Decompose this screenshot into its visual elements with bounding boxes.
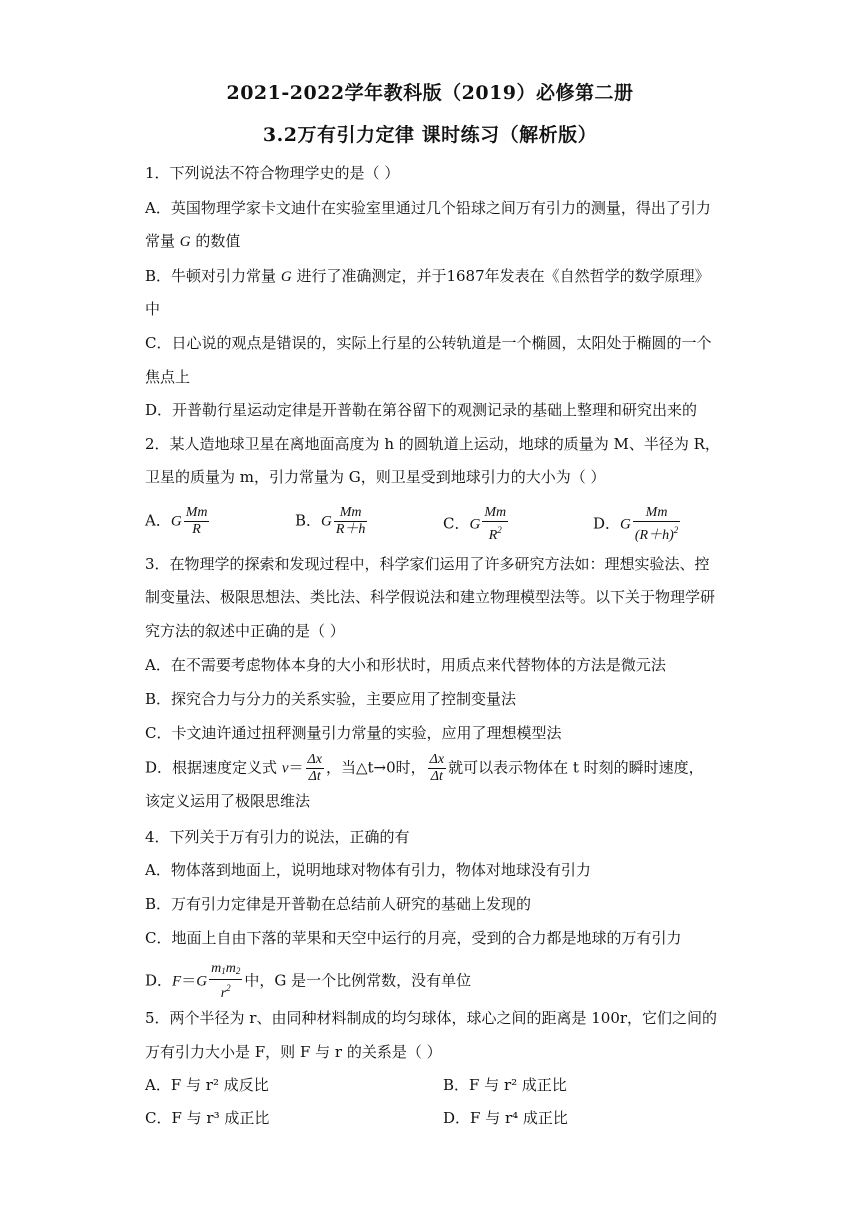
q1-option-b-line1: B．牛顿对引力常量 G 进行了准确测定，并于1687年发表在《自然哲学的数学原理》 [145,267,710,285]
q2-option-a: A．G $\frac{Mm}{R}$ [145,505,208,537]
q2-stem-line1: 2．某人造地球卫星在离地面高度为 h 的圆轨道上运动，地球的质量为 M、半径为 R， [145,435,720,453]
document-title: 2021-2022学年教科版（2019）必修第二册 [226,82,634,104]
q3-option-c: C．卡文迪许通过扭秤测量引力常量的实验，应用了理想模型法 [145,724,562,742]
q5-stem-line2: 万有引力大小是 F，则 F 与 r 的关系是（ ） [145,1043,442,1061]
q3-option-d-line1: D．根据速度定义式 v＝ $\frac{\Delta x}{\Delta t}$ ，当△t→0时， $\frac{\Delta x}{\Delta t}$ 就可以表示物体在 t 时刻的瞬时速度， [145,752,704,784]
q1-stem: 1．下列说法不符合物理学史的是（ ） [145,164,400,182]
fraction-formula: $\frac{\Delta x}{\Delta t}$ [429,752,445,784]
q5-option-d: D．F 与 r⁴ 成正比 [443,1109,568,1127]
fraction-formula: $\frac{Mm}{R}$ [185,505,208,537]
q3-stem-line1: 3．在物理学的探索和发现过程中，科学家们运用了许多研究方法如：理想实验法、控 [145,555,710,573]
q4-option-c: C．地面上自由下落的苹果和天空中运行的月亮，受到的合力都是地球的万有引力 [145,929,682,947]
q1-option-a-line1: A．英国物理学家卡文迪什在实验室里通过几个铅球之间万有引力的测量，得出了引力 [145,199,711,217]
q4-option-d: D．F＝G $\frac{m_1m_2}{r^2}$ 中，G 是一个比例常数，没有单位 [145,961,472,1001]
q3-stem-line3: 究方法的叙述中正确的是（ ） [145,622,345,640]
q2-option-b: B．G $\frac{Mm}{R+h}$ [295,505,366,537]
q4-stem: 4．下列关于万有引力的说法，正确的有 [145,828,410,846]
fraction-formula: $\frac{\Delta x}{\Delta t}$ [307,752,322,784]
q2-option-c: C．G $\frac{Mm}{R^2}$ [443,505,507,543]
q1-option-c-line1: C．日心说的观点是错误的，实际上行星的公转轨道是一个椭圆，太阳处于椭圆的一个 [145,334,712,352]
fraction-formula: $\frac{m_1m_2}{r^2}$ [211,961,241,1001]
document-subtitle: 3.2万有引力定律 课时练习（解析版） [262,124,598,146]
q3-option-d-line2: 该定义运用了极限思维法 [145,792,311,810]
q1-option-c-line2: 焦点上 [145,368,191,386]
q1-option-d: D．开普勒行星运动定律是开普勒在第谷留下的观测记录的基础上整理和研究出来的 [145,401,698,419]
q5-option-c: C．F 与 r³ 成正比 [145,1109,270,1127]
q5-option-b: B．F 与 r² 成正比 [443,1076,567,1094]
fraction-formula: $\frac{Mm}{R+h}$ [335,505,366,537]
q3-option-b: B．探究合力与分力的关系实验，主要应用了控制变量法 [145,690,517,708]
q3-stem-line2: 制变量法、极限思想法、类比法、科学假说法和建立物理模型法等。以下关于物理学研 [145,588,716,606]
q1-option-b-line2: 中 [145,300,161,318]
q4-option-b: B．万有引力定律是开普勒在总结前人研究的基础上发现的 [145,895,532,913]
q5-stem-line1: 5．两个半径为 r、由同种材料制成的均匀球体，球心之间的距离是 100r，它们之间的 [145,1009,718,1027]
fraction-formula: $\frac{Mm}{R^2}$ [484,505,507,543]
q3-option-a: A．在不需要考虑物体本身的大小和形状时，用质点来代替物体的方法是微元法 [145,656,666,674]
fraction-formula: $\frac{Mm}{(R+h)^2}$ [634,505,679,543]
q2-option-d: D．G $\frac{Mm}{(R+h)^2}$ [593,505,679,543]
q1-option-a-line2: 常量 G 的数值 [145,232,241,250]
q4-option-a: A．物体落到地面上，说明地球对物体有引力，物体对地球没有引力 [145,861,591,879]
q5-option-a: A．F 与 r² 成反比 [145,1076,269,1094]
q2-stem-line2: 卫星的质量为 m，引力常量为 G，则卫星受到地球引力的大小为（ ） [145,468,606,486]
